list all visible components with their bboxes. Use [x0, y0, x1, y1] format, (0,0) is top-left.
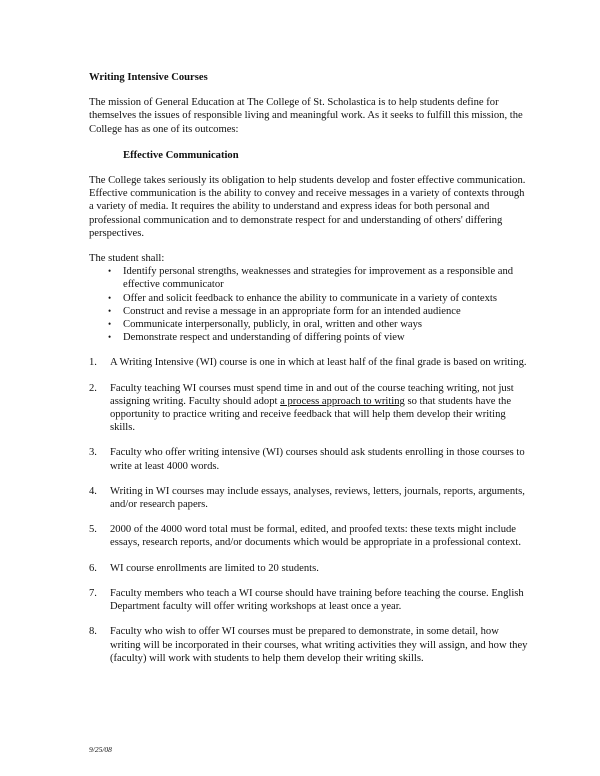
- item-number: 8.: [89, 626, 97, 638]
- list-item-text: Offer and solicit feedback to enhance the ability to communicate in a variety of contexts: [123, 292, 497, 304]
- effective-communication-paragraph: The College takes seriously its obligation to help students develop and foster effective communication. Effective communication is the ability to convey and receive messages in a variety of contexts through a variety of media. It requires the ability to understand and express ideas for both personal and professional communication and to demonstrate respect for and understanding of others' differing perspectives.: [89, 175, 526, 239]
- bullet-icon: •: [108, 332, 112, 343]
- list-item-text: Construct and revise a message in an appropriate form for an intended audience: [123, 305, 461, 317]
- list-item-text: Demonstrate respect and understanding of differing points of view: [123, 332, 405, 344]
- student-shall-label: The student shall:: [89, 253, 165, 265]
- bullet-icon: •: [108, 292, 112, 303]
- item-number: 5.: [89, 524, 97, 536]
- item-number: 1.: [89, 357, 97, 369]
- policy-list: [89, 356, 529, 664]
- list-item: [108, 318, 529, 331]
- policy-item: [89, 446, 529, 472]
- section-heading: Effective Communication: [123, 149, 239, 161]
- list-item: [108, 265, 529, 291]
- item-text-before: Faculty teaching WI courses must spend time in and out of the course teaching writing, not just assigning writing. Faculty should adopt: [110, 382, 514, 407]
- item-number: 6.: [89, 562, 97, 574]
- list-item-text: Identify personal strengths, weaknesses and strategies for improvement as a responsible and effective communicator: [123, 266, 514, 291]
- process-approach-link[interactable]: a process approach to writing: [280, 395, 405, 407]
- list-item: [108, 305, 529, 318]
- item-text-after: so that students have the opportunity to practice writing and receive feedback that will help them develop their writing skills.: [110, 395, 512, 434]
- outcomes-list: [89, 265, 529, 344]
- item-text: WI course enrollments are limited to 20 students.: [110, 562, 319, 574]
- item-number: 4.: [89, 485, 97, 497]
- bullet-icon: •: [108, 305, 112, 316]
- policy-item: [89, 587, 529, 613]
- bullet-icon: •: [108, 266, 112, 277]
- policy-item: [89, 356, 529, 369]
- policy-item: [89, 382, 529, 435]
- item-number: 7.: [89, 587, 97, 599]
- item-text: Faculty who offer writing intensive (WI) courses should ask students enrolling in those courses to write at least 4000 words.: [110, 447, 525, 472]
- item-text: Faculty members who teach a WI course should have training before teaching the course. English Department faculty will offer writing workshops at least once a year.: [110, 587, 524, 613]
- item-text: A Writing Intensive (WI) course is one in which at least half of the final grade is based on writing.: [110, 357, 527, 369]
- list-item: [108, 331, 529, 344]
- item-number: 3.: [89, 447, 97, 459]
- item-text: Faculty who wish to offer WI courses must be prepared to demonstrate, in some detail, how writing will be incorporated in their courses, what writing activities they will assign, and how they (faculty) will work with students to help them develop their writing skills.: [110, 626, 528, 664]
- policy-item: [89, 485, 529, 511]
- policy-item: [89, 523, 529, 549]
- document-date: 9/25/08: [89, 745, 112, 754]
- item-number: 2.: [89, 382, 97, 394]
- policy-item: [89, 562, 529, 575]
- page-title: Writing Intensive Courses: [89, 72, 208, 83]
- bullet-icon: •: [108, 319, 112, 330]
- mission-paragraph: The mission of General Education at The College of St. Scholastica is to help students define for themselves the issues of responsible living and meaningful work. As it seeks to fulfill this mission, the College has as one of its outcomes:: [89, 97, 523, 135]
- list-item: [108, 292, 529, 305]
- policy-item: [89, 625, 529, 665]
- list-item-text: Communicate interpersonally, publicly, in oral, written and other ways: [123, 319, 422, 331]
- item-text: 2000 of the 4000 word total must be formal, edited, and proofed texts: these texts might include essays, research reports, and/or documents which would be appropriate in a professional context.: [110, 524, 521, 549]
- document-body: [89, 71, 529, 677]
- item-text: Writing in WI courses may include essays, analyses, reviews, letters, journals, reports, arguments, and/or research papers.: [110, 485, 525, 511]
